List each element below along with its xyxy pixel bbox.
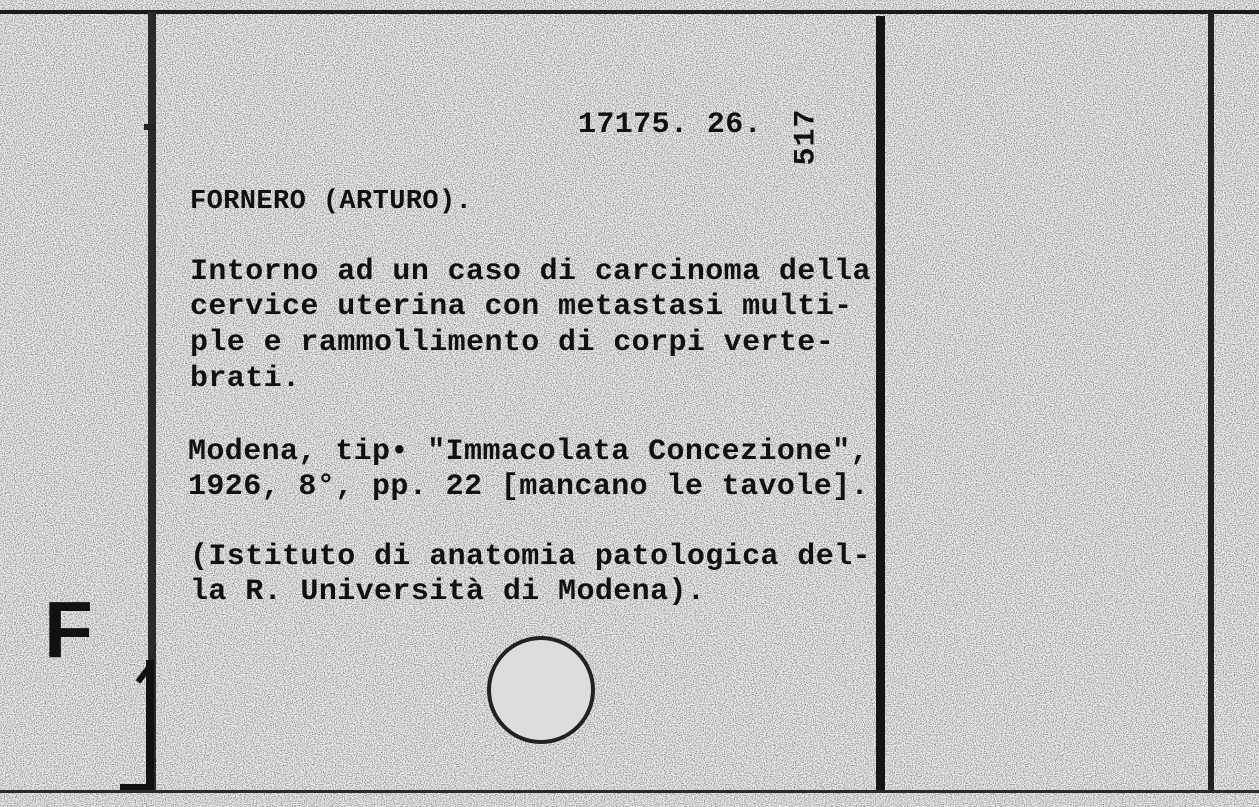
index-tab-letter: F [44, 585, 93, 674]
institution-line: la R. Università di Modena). [190, 575, 706, 609]
title-line: cervice uterina con metastasi multi- [190, 290, 853, 324]
title-line: ple e rammollimento di corpi verte- [190, 326, 835, 360]
card-top-edge [0, 10, 1259, 14]
imprint-line: 1926, 8°, pp. 22 [mancano le tavole]. [188, 470, 869, 504]
title-line: Intorno ad un caso di carcinoma della [190, 255, 871, 289]
margin-tick [144, 124, 156, 130]
institution-line: (Istituto di anatomia patologica del- [190, 540, 871, 574]
card-bottom-edge [0, 790, 1259, 793]
library-stamp-icon [487, 636, 595, 744]
card-right-edge [1208, 12, 1214, 792]
card-column-divider [876, 16, 885, 792]
vertical-shelf-number: 517 [789, 108, 824, 166]
imprint-line: Modena, tip• "Immacolata Concezione", [188, 435, 869, 469]
tab-bracket [120, 660, 156, 790]
author-heading: FORNERO (ARTURO). [190, 187, 473, 217]
title-line: brati. [190, 362, 301, 396]
call-number: 17175. 26. [578, 108, 763, 142]
